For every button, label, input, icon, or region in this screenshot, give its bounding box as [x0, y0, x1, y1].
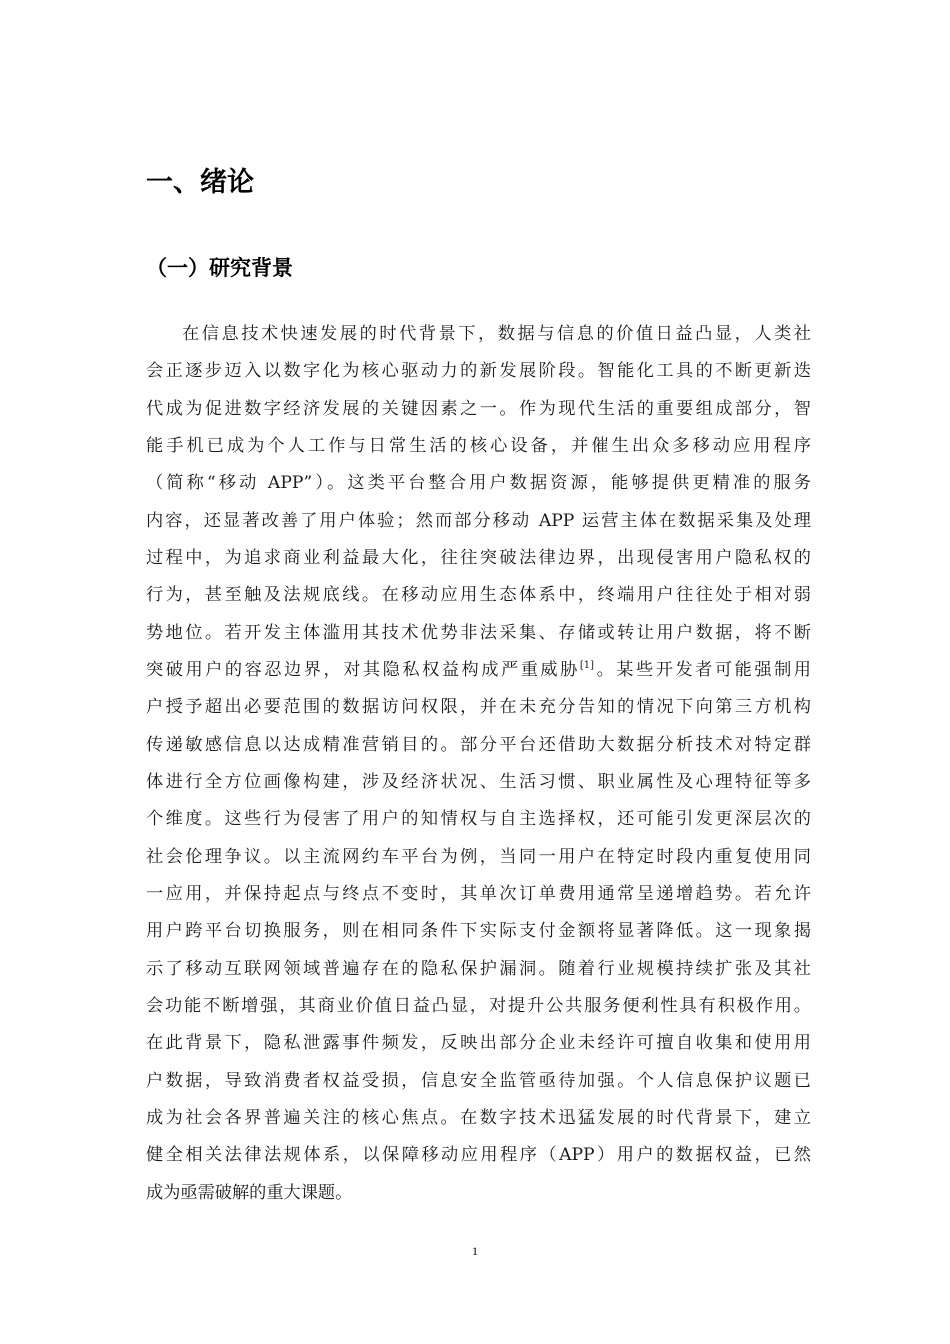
paragraph-line: 势地位。若开发主体滥用其技术优势非法采集、存储或转让用户数据，将不断 — [146, 622, 811, 643]
paragraph-line: 内容，还显著改善了用户体验；然而部分移动 APP 运营主体在数据采集及处理 — [146, 510, 811, 531]
paragraph-line: 户授予超出必要范围的数据访问权限，并在未充分告知的情况下向第三方机构 — [146, 697, 811, 718]
paragraph-line: （简称“移动 APP”）。这类平台整合用户数据资源，能够提供更精准的服务 — [146, 473, 811, 494]
paragraph-line: 代成为促进数字经济发展的关键因素之一。作为现代生活的重要组成部分，智 — [146, 398, 811, 419]
paragraph-line: 体进行全方位画像构建，涉及经济状况、生活习惯、职业属性及心理特征等多 — [146, 771, 811, 792]
paragraph-line: 用户跨平台切换服务，则在相同条件下实际支付金额将显著降低。这一现象揭 — [146, 921, 811, 942]
section-heading: （一）研究背景 — [146, 256, 293, 280]
paragraph-line: 能手机已成为个人工作与日常生活的核心设备，并催生出众多移动应用程序 — [146, 435, 811, 456]
paragraph-line: 成为社会各界普遍关注的核心焦点。在数字技术迅猛发展的时代背景下，建立 — [146, 1107, 811, 1128]
paragraph-line: 户数据，导致消费者权益受损，信息安全监管亟待加强。个人信息保护议题已 — [146, 1070, 811, 1091]
paragraph-line: 示了移动互联网领域普遍存在的隐私保护漏洞。随着行业规模持续扩张及其社 — [146, 958, 811, 979]
paragraph-line-with-citation — [146, 652, 811, 689]
page-number: 1 — [472, 1244, 478, 1258]
line-text: 突破用户的容忍边界，对其隐私权益构成严重威胁 — [146, 659, 580, 680]
paragraph-line: 会功能不断增强，其商业价值日益凸显，对提升公共服务便利性具有积极作用。 — [146, 995, 811, 1016]
paragraph-line: 在信息技术快速发展的时代背景下，数据与信息的价值日益凸显，人类社 — [182, 324, 811, 344]
paragraph-line: 会正逐步迈入以数字化为核心驱动力的新发展阶段。智能化工具的不断更新迭 — [146, 361, 811, 382]
paragraph-line: 一应用，并保持起点与终点不变时，其单次订单费用通常呈递增趋势。若允许 — [146, 883, 811, 904]
citation-marker: [1] — [579, 659, 595, 671]
chapter-heading: 一、绪论 — [146, 167, 254, 198]
paragraph-line: 社会伦理争议。以主流网约车平台为例，当同一用户在特定时段内重复使用同 — [146, 846, 811, 867]
paragraph-line: 传递敏感信息以达成精准营销目的。部分平台还借助大数据分析技术对特定群 — [146, 734, 811, 755]
paragraph-line: 过程中，为追求商业利益最大化，往往突破法律边界，出现侵害用户隐私权的 — [146, 547, 811, 568]
paragraph-line: 行为，甚至触及法规底线。在移动应用生态体系中，终端用户往往处于相对弱 — [146, 585, 811, 606]
paragraph-line: 在此背景下，隐私泄露事件频发，反映出部分企业未经许可擅自收集和使用用 — [146, 1033, 811, 1054]
body-text — [146, 316, 811, 1212]
line-text-tail: 。某些开发者可能强制用 — [594, 659, 811, 680]
paragraph-line: 个维度。这些行为侵害了用户的知情权与自主选择权，还可能引发更深层次的 — [146, 809, 811, 830]
paragraph-line: 健全相关法律法规体系，以保障移动应用程序（APP）用户的数据权益，已然 — [146, 1145, 811, 1166]
paragraph-line: 成为亟需破解的重大课题。 — [146, 1182, 353, 1203]
